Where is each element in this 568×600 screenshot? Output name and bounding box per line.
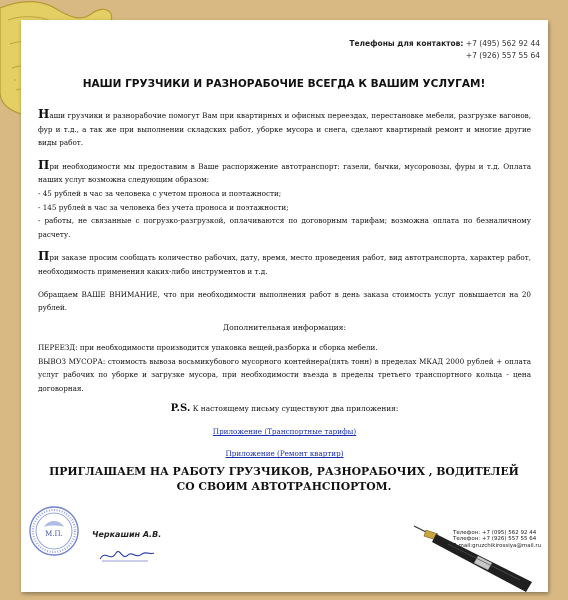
stamp-seal: [28, 505, 80, 557]
footer-phone-1: Телефон: +7 (095) 562 92 44: [453, 530, 537, 536]
phone-2: +7 (926) 557 55 64: [465, 51, 540, 60]
signature-scribble: [96, 545, 156, 565]
footer-email[interactable]: E-mail:gruzchikirossiya@mail.ru: [453, 542, 542, 549]
link-transport-tariffs[interactable]: Приложение (Транспортные тарифы): [212, 427, 357, 436]
stamp-label: М.П.: [45, 530, 63, 538]
paragraph-transport: При необходимости мы предоставим в Ваше распоряжение автотранспорт: газели, бычки, мусоровозы, фуры и т.д. Оплата наших услуг возможна следующим образом:: [38, 157, 531, 185]
footer-contacts: [453, 530, 541, 549]
page-title: НАШИ ГРУЗЧИКИ И РАЗНОРАБОЧИЕ ВСЕГДА К ВАШИМ УСЛУГАМ!: [82, 78, 486, 90]
job-invite: ПРИГЛАШАЕМ НА РАБОТУ ГРУЗЧИКОВ, РАЗНОРАБОЧИХ , ВОДИТЕЛЕЙ СО СВОИМ АВТОТРАНСПОРТОМ.: [49, 465, 519, 493]
phones-label: Телефоны для контактов:: [349, 39, 464, 48]
ps-label: P.S.: [170, 403, 191, 414]
link-apartment-repair[interactable]: Приложение (Ремонт квартир): [225, 449, 344, 458]
paragraph-order: При заказе просим сообщать количество рабочих, дату, время, место проведения работ, вид автотранспорта, характер работ, необходимость применения каких-либо инструментов и т.д.: [38, 249, 531, 276]
paragraph-intro: Наши грузчики и разнорабочие помогут Вам при квартирных и офисных переездах, перестановке мебели, разгрузке вагонов, фур и т.д., а так же при выполнении складских работ, уборке мусора и снега, сделают квартирный ремонт и многие другие виды работ.: [38, 107, 531, 148]
additional-info: [38, 341, 531, 395]
footer-phone-2: Телефон: +7 (926) 557 55 64: [453, 536, 537, 543]
contact-phones: [349, 38, 540, 62]
list-item: - работы, не связанные с погрузко-разгрузкой, оплачиваются по договорным тарифам; возможна оплата по безналичному расчету.: [38, 216, 531, 239]
list-item: - 145 рублей в час за человека без учета проноса и поэтажности;: [38, 202, 289, 212]
ps-note: [38, 403, 531, 414]
list-item: - 45 рублей в час за человека с учетом проноса и поэтажности;: [38, 188, 282, 198]
additional-line-move: ПЕРЕЕЗД: при необходимости производится упаковка вещей,разборка и сборка мебели.: [38, 343, 378, 352]
phone-1: +7 (495) 562 92 44: [465, 39, 540, 48]
paragraph-attention: Обращаем ВАШЕ ВНИМАНИЕ, что при необходимости выполнения работ в день заказа стоимость услуг повышается на 20 рублей.: [38, 289, 531, 313]
additional-heading: Дополнительная информация:: [223, 323, 346, 332]
additional-line-garbage: ВЫВОЗ МУСОРА: стоимость вывоза восьмикубового мусорного контейнера(пять тонн) в пределах МКАД 2000 рублей + оплата услуг рабочих по уборке и загрузке мусора, при необходимости въезда в пределы третьего транспортного кольца - цена договорная.: [38, 356, 531, 393]
payment-list: [38, 187, 531, 241]
ps-text: К настоящему письму существуют два приложения:: [192, 404, 399, 413]
letter-body: [38, 108, 531, 324]
signer-name: Черкашин А.В.: [92, 530, 162, 539]
